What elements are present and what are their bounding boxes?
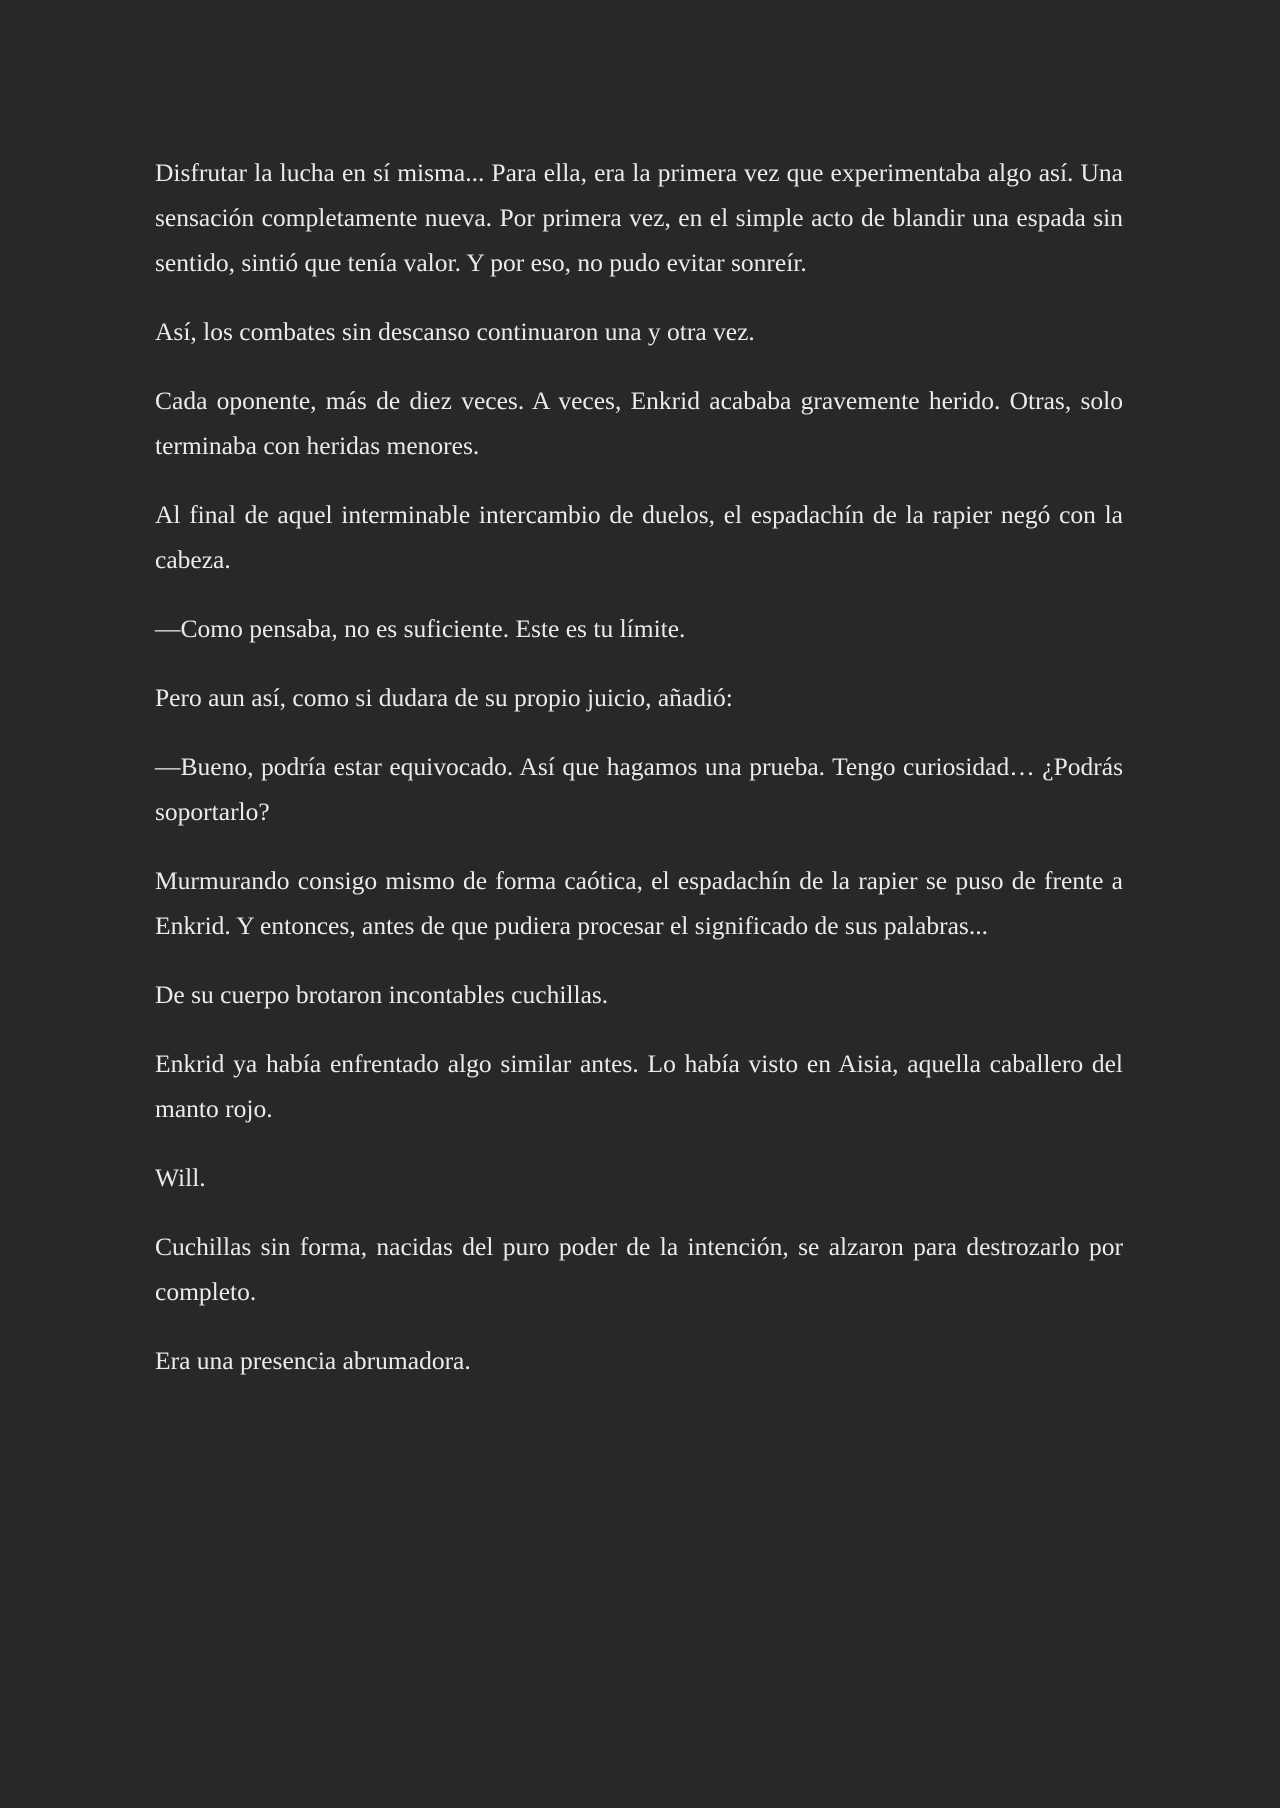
paragraph: Así, los combates sin descanso continuaron una y otra vez. — [155, 317, 755, 346]
paragraph: Enkrid ya había enfrentado algo similar antes. Lo había visto en Aisia, aquella caballero del manto rojo. — [155, 1049, 1123, 1123]
paragraph: Al final de aquel interminable intercambio de duelos, el espadachín de la rapier negó con la cabeza. — [155, 500, 1123, 574]
paragraph: Disfrutar la lucha en sí misma... Para ella, era la primera vez que experimentaba algo así. Una sensación completamente nueva. Por primera vez, en el simple acto de blandir una espada sin sentido, sintió que tenía valor. Y por eso, no pudo evitar sonreír. — [155, 158, 1123, 277]
paragraph: Era una presencia abrumadora. — [155, 1346, 471, 1375]
document-body — [155, 150, 1123, 1407]
paragraph: Cada oponente, más de diez veces. A veces, Enkrid acababa gravemente herido. Otras, solo terminaba con heridas menores. — [155, 386, 1123, 460]
paragraph: De su cuerpo brotaron incontables cuchillas. — [155, 980, 609, 1009]
paragraph: —Bueno, podría estar equivocado. Así que hagamos una prueba. Tengo curiosidad… ¿Podrás soportarlo? — [155, 752, 1123, 826]
paragraph: Murmurando consigo mismo de forma caótica, el espadachín de la rapier se puso de frente a Enkrid. Y entonces, antes de que pudiera procesar el significado de sus palabras... — [155, 866, 1123, 940]
paragraph: Will. — [155, 1163, 206, 1192]
paragraph: —Como pensaba, no es suficiente. Este es tu límite. — [155, 614, 686, 643]
paragraph: Cuchillas sin forma, nacidas del puro poder de la intención, se alzaron para destrozarlo por completo. — [155, 1232, 1123, 1306]
paragraph: Pero aun así, como si dudara de su propio juicio, añadió: — [155, 683, 733, 712]
